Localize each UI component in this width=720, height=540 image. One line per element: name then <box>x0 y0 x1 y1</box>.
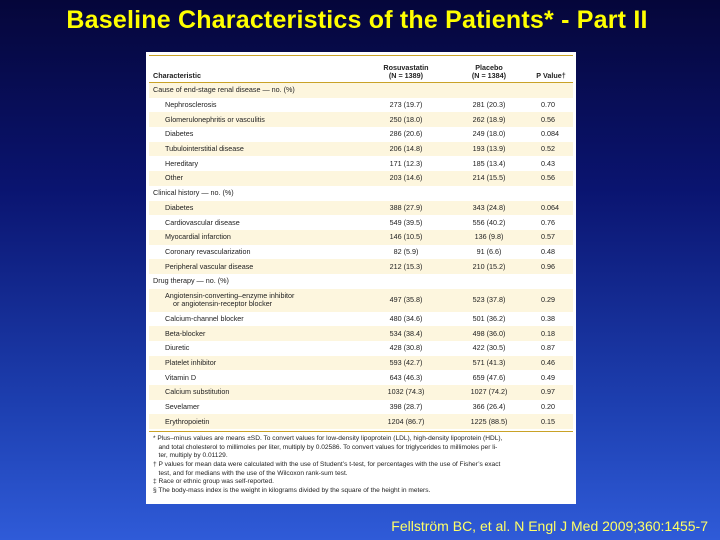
placebo-value: 571 (41.3) <box>449 356 529 371</box>
placebo-value <box>449 83 529 98</box>
row-label-text: Angiotensin-converting–enzyme inhibitor <box>165 291 295 301</box>
row-label <box>149 112 363 127</box>
footnote-line: ‡ Race or ethnic group was self-reported. <box>153 478 274 486</box>
row-label-text: Sevelamer <box>165 402 200 412</box>
footnote-line: § The body-mass index is the weight in kilograms divided by the square of the height in meters. <box>153 486 431 494</box>
row-label <box>149 98 363 113</box>
rosuvastatin-value: 1204 (86.7) <box>363 414 449 429</box>
row-label-text: Calcium-channel blocker <box>165 313 244 323</box>
citation: Fellström BC, et al. N Engl J Med 2009;360:1455-7 <box>391 518 708 534</box>
placebo-value: 498 (36.0) <box>449 326 529 341</box>
table-row <box>149 245 573 260</box>
p-value: 0.52 <box>529 142 573 157</box>
table-row <box>149 414 573 429</box>
rosuvastatin-value: 203 (14.6) <box>363 171 449 186</box>
rosuvastatin-value: 480 (34.6) <box>363 312 449 327</box>
table-footnotes <box>149 431 573 495</box>
rosuvastatin-value <box>363 186 449 201</box>
row-label-text: Calcium substitution <box>165 387 230 397</box>
row-label-text-line2: or angiotensin-receptor blocker <box>173 299 273 309</box>
placebo-value: 210 (15.2) <box>449 259 529 274</box>
p-value: 0.064 <box>529 201 573 216</box>
placebo-value: 422 (30.5) <box>449 341 529 356</box>
header-placebo-label: Placebo <box>475 63 503 72</box>
footnote-line: and total cholesterol to millimoles per liter, multiply by 0.02586. To convert values for triglycerides to millimoles per li- <box>153 443 498 451</box>
placebo-value: 262 (18.9) <box>449 112 529 127</box>
footnote-line: † P values for mean data were calculated with the use of Student’s t-test, for percentages with the use of Fisher’s exact <box>153 460 501 468</box>
placebo-value: 343 (24.8) <box>449 201 529 216</box>
p-value: 0.43 <box>529 156 573 171</box>
rosuvastatin-value: 286 (20.6) <box>363 127 449 142</box>
row-label <box>149 171 363 186</box>
rosuvastatin-value: 534 (38.4) <box>363 326 449 341</box>
placebo-value: 556 (40.2) <box>449 215 529 230</box>
rosuvastatin-value: 497 (35.8) <box>363 289 449 312</box>
p-value <box>529 186 573 201</box>
row-label-text: Glomerulonephritis or vasculitis <box>165 114 265 124</box>
table-row <box>149 385 573 400</box>
p-value: 0.49 <box>529 370 573 385</box>
table-body <box>149 83 573 430</box>
row-label <box>149 341 363 356</box>
placebo-value: 1027 (74.2) <box>449 385 529 400</box>
p-value: 0.97 <box>529 385 573 400</box>
p-value: 0.56 <box>529 112 573 127</box>
rosuvastatin-value: 398 (28.7) <box>363 400 449 415</box>
p-value: 0.57 <box>529 230 573 245</box>
footnote-line: * Plus–minus values are means ±SD. To convert values for low-density lipoprotein (LDL), high-density lipoprotein (HDL), <box>153 435 503 443</box>
row-label-text: Erythropoietin <box>165 416 210 426</box>
row-label <box>149 245 363 260</box>
table-row <box>149 156 573 171</box>
row-label-text: Coronary revascularization <box>165 246 251 256</box>
header-placebo-n: (N = 1384) <box>471 71 507 80</box>
placebo-value: 193 (13.9) <box>449 142 529 157</box>
table-row <box>149 201 573 216</box>
row-label-text: Drug therapy — no. (%) <box>153 276 229 286</box>
header-rosuvastatin <box>363 56 449 83</box>
row-label <box>149 274 363 289</box>
p-value: 0.70 <box>529 98 573 113</box>
rosuvastatin-value <box>363 83 449 98</box>
row-label-text: Hereditary <box>165 158 199 168</box>
table-row <box>149 171 573 186</box>
row-label <box>149 289 363 312</box>
p-value: 0.29 <box>529 289 573 312</box>
placebo-value: 91 (6.6) <box>449 245 529 260</box>
rosuvastatin-value: 146 (10.5) <box>363 230 449 245</box>
rosuvastatin-value: 273 (19.7) <box>363 98 449 113</box>
row-label-text: Diabetes <box>165 129 194 139</box>
rosuvastatin-value: 171 (12.3) <box>363 156 449 171</box>
row-label-text: Diabetes <box>165 202 194 212</box>
table-row <box>149 312 573 327</box>
rosuvastatin-value: 82 (5.9) <box>363 245 449 260</box>
table-section-row <box>149 274 573 289</box>
p-value: 0.18 <box>529 326 573 341</box>
row-label <box>149 414 363 429</box>
table-row <box>149 400 573 415</box>
row-label-text: Cause of end-stage renal disease — no. (%) <box>153 85 295 95</box>
p-value: 0.87 <box>529 341 573 356</box>
rosuvastatin-value: 549 (39.5) <box>363 215 449 230</box>
placebo-value: 1225 (88.5) <box>449 414 529 429</box>
row-label-text: Nephrosclerosis <box>165 100 217 110</box>
row-label <box>149 259 363 274</box>
row-label <box>149 312 363 327</box>
table-row <box>149 98 573 113</box>
table-row <box>149 142 573 157</box>
row-label-text: Tubulointerstitial disease <box>165 144 244 154</box>
placebo-value: 501 (36.2) <box>449 312 529 327</box>
baseline-characteristics-table <box>149 56 573 429</box>
table-section-row <box>149 83 573 98</box>
placebo-value: 366 (26.4) <box>449 400 529 415</box>
row-label <box>149 156 363 171</box>
p-value: 0.38 <box>529 312 573 327</box>
row-label-text: Clinical history — no. (%) <box>153 188 234 198</box>
rosuvastatin-value: 212 (15.3) <box>363 259 449 274</box>
placebo-value <box>449 186 529 201</box>
row-label <box>149 201 363 216</box>
placebo-value: 249 (18.0) <box>449 127 529 142</box>
p-value: 0.56 <box>529 171 573 186</box>
header-pvalue: P Value† <box>529 56 573 83</box>
row-label <box>149 356 363 371</box>
placebo-value: 214 (15.5) <box>449 171 529 186</box>
rosuvastatin-value: 250 (18.0) <box>363 112 449 127</box>
header-rosuvastatin-n: (N = 1389) <box>388 71 424 80</box>
p-value <box>529 83 573 98</box>
footnote-line: ter, multiply by 0.01129. <box>153 452 228 460</box>
rosuvastatin-value: 388 (27.9) <box>363 201 449 216</box>
table-row <box>149 370 573 385</box>
table-wrapper <box>149 55 573 429</box>
row-label <box>149 215 363 230</box>
p-value: 0.96 <box>529 259 573 274</box>
p-value: 0.76 <box>529 215 573 230</box>
placebo-value: 523 (37.8) <box>449 289 529 312</box>
placebo-value: 185 (13.4) <box>449 156 529 171</box>
row-label-text: Beta-blocker <box>165 328 206 338</box>
placebo-value: 136 (9.8) <box>449 230 529 245</box>
footnote-line: test, and for medians with the use of the Wilcoxon rank-sum test. <box>153 469 348 477</box>
row-label <box>149 142 363 157</box>
row-label <box>149 326 363 341</box>
p-value: 0.46 <box>529 356 573 371</box>
row-label <box>149 230 363 245</box>
row-label <box>149 127 363 142</box>
row-label <box>149 370 363 385</box>
p-value: 0.20 <box>529 400 573 415</box>
table-row <box>149 341 573 356</box>
table-row <box>149 259 573 274</box>
header-rosuvastatin-label: Rosuvastatin <box>383 63 429 72</box>
table-row <box>149 112 573 127</box>
row-label-text: Myocardial infarction <box>165 232 231 242</box>
row-label-text: Peripheral vascular disease <box>165 261 254 271</box>
table-row <box>149 230 573 245</box>
p-value: 0.15 <box>529 414 573 429</box>
table-row <box>149 326 573 341</box>
rosuvastatin-value <box>363 274 449 289</box>
placebo-value: 281 (20.3) <box>449 98 529 113</box>
p-value: 0.48 <box>529 245 573 260</box>
row-label-text: Diuretic <box>165 343 190 353</box>
rosuvastatin-value: 428 (30.8) <box>363 341 449 356</box>
rosuvastatin-value: 1032 (74.3) <box>363 385 449 400</box>
header-placebo <box>449 56 529 83</box>
placebo-value: 659 (47.6) <box>449 370 529 385</box>
row-label-text: Other <box>165 173 183 183</box>
row-label <box>149 186 363 201</box>
header-characteristic: Characteristic <box>149 56 363 83</box>
row-label <box>149 400 363 415</box>
row-label <box>149 385 363 400</box>
table-section-row <box>149 186 573 201</box>
baseline-table-card <box>146 52 576 504</box>
table-row <box>149 127 573 142</box>
placebo-value <box>449 274 529 289</box>
table-row <box>149 215 573 230</box>
table-row <box>149 356 573 371</box>
row-label-text: Cardiovascular disease <box>165 217 240 227</box>
table-header-row <box>149 56 573 83</box>
row-label <box>149 83 363 98</box>
row-label-text: Vitamin D <box>165 372 197 382</box>
table-row <box>149 289 573 312</box>
p-value <box>529 274 573 289</box>
row-label-text: Platelet inhibitor <box>165 358 217 368</box>
rosuvastatin-value: 206 (14.8) <box>363 142 449 157</box>
p-value: 0.084 <box>529 127 573 142</box>
rosuvastatin-value: 643 (46.3) <box>363 370 449 385</box>
rosuvastatin-value: 593 (42.7) <box>363 356 449 371</box>
slide-title: Baseline Characteristics of the Patients* - Part II <box>66 6 648 34</box>
